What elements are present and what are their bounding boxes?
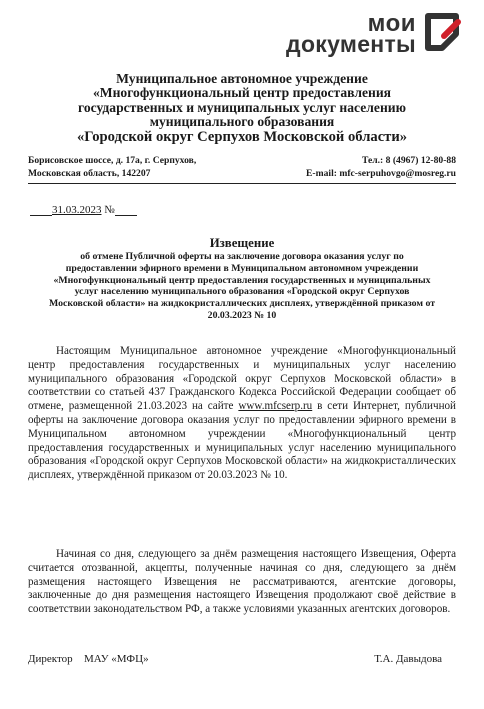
address-line2: Московская область, 142207 bbox=[28, 167, 151, 179]
header-divider bbox=[28, 183, 456, 184]
email: E-mail: mfc-serpuhovgo@mosreg.ru bbox=[306, 167, 456, 179]
organization-header bbox=[40, 72, 444, 144]
body-paragraph-2: Начиная со дня, следующего за днём размещения настоящего Извещения, Оферта считается отозванной, акцепты, полученные начиная со дня, следующего за днём размещения настоящего Извещения не рассматриваются, агентские договоры, заключенные до дня размещения настоящего Извещения продолжают своё действие в соответствии законодательством РФ, а также условиями указанных агентских договоров. bbox=[28, 548, 456, 616]
phone: Тел.: 8 (4967) 12-80-88 bbox=[361, 155, 456, 166]
document-date: 31.03.2023 bbox=[52, 204, 102, 216]
signature-block bbox=[28, 653, 456, 665]
logo-line2: документы bbox=[286, 31, 416, 57]
number-label: № bbox=[104, 204, 115, 216]
website-link[interactable]: www.mfcserp.ru bbox=[238, 400, 313, 413]
subject-line: 20.03.2023 № 10 bbox=[207, 309, 277, 321]
org-line: «Многофункциональный центр предоставления bbox=[92, 85, 392, 101]
subject-line: «Многофункциональный центр предоставления государственных и муниципальных bbox=[53, 274, 431, 286]
subject-line: предоставлении эфирного времени в Муниципальном автономном учреждении bbox=[65, 262, 419, 274]
contacts-block bbox=[28, 155, 456, 180]
org-line: «Городской округ Серпухов Московской области» bbox=[76, 128, 408, 145]
signatory-position: Директор bbox=[28, 653, 73, 665]
notice-subject bbox=[28, 251, 456, 322]
logo-mark-icon bbox=[422, 10, 462, 54]
org-line: муниципального образования bbox=[149, 114, 335, 130]
address-line1: Борисовское шоссе, д. 17а, г. Серпухов, bbox=[28, 155, 197, 166]
org-line: Муниципальное автономное учреждение bbox=[116, 71, 368, 86]
org-line: государственных и муниципальных услуг населению bbox=[77, 99, 407, 115]
subject-line: услуг населению муниципального образования «Городской округ Серпухов bbox=[74, 286, 410, 298]
logo-line1: мои bbox=[367, 10, 416, 37]
moi-dokumenty-logo bbox=[262, 6, 462, 62]
notice-title: Извещение bbox=[209, 236, 275, 250]
subject-line: Московской области» на жидкокристаллических дисплеях, утверждённой приказом от bbox=[48, 298, 436, 310]
date-number-line bbox=[30, 204, 137, 216]
subject-line: об отмене Публичной оферты на заключение договора оказания услуг по bbox=[80, 251, 404, 262]
signatory-name: Т.А. Давыдова bbox=[374, 653, 442, 665]
body-paragraph-1: Настоящим Муниципальное автономное учреждение «Многофункциональный центр предоставления государственных и муниципальных услуг населению муниципального образования «Городской округ Серпухов Московской области» в соответствии со статьей 437 Гражданского Кодекса Российской Федерации сообщает об отмене, размещенной 21.03.2023 на сайте www.mfcserp.ru в сети Интернет, публичной оферты на заключение договора оказания услуг по предоставлении эфирного времени в Муниципальном автономном учреждении «Многофункциональный центр предоставления государственных и муниципальных услуг населению муниципального образования «Городской округ Серпухов Московской области» на жидкокристаллических дисплеях, утверждённой приказом от 20.03.2023 № 10. bbox=[28, 345, 456, 482]
signatory-org: МАУ «МФЦ» bbox=[84, 653, 149, 665]
